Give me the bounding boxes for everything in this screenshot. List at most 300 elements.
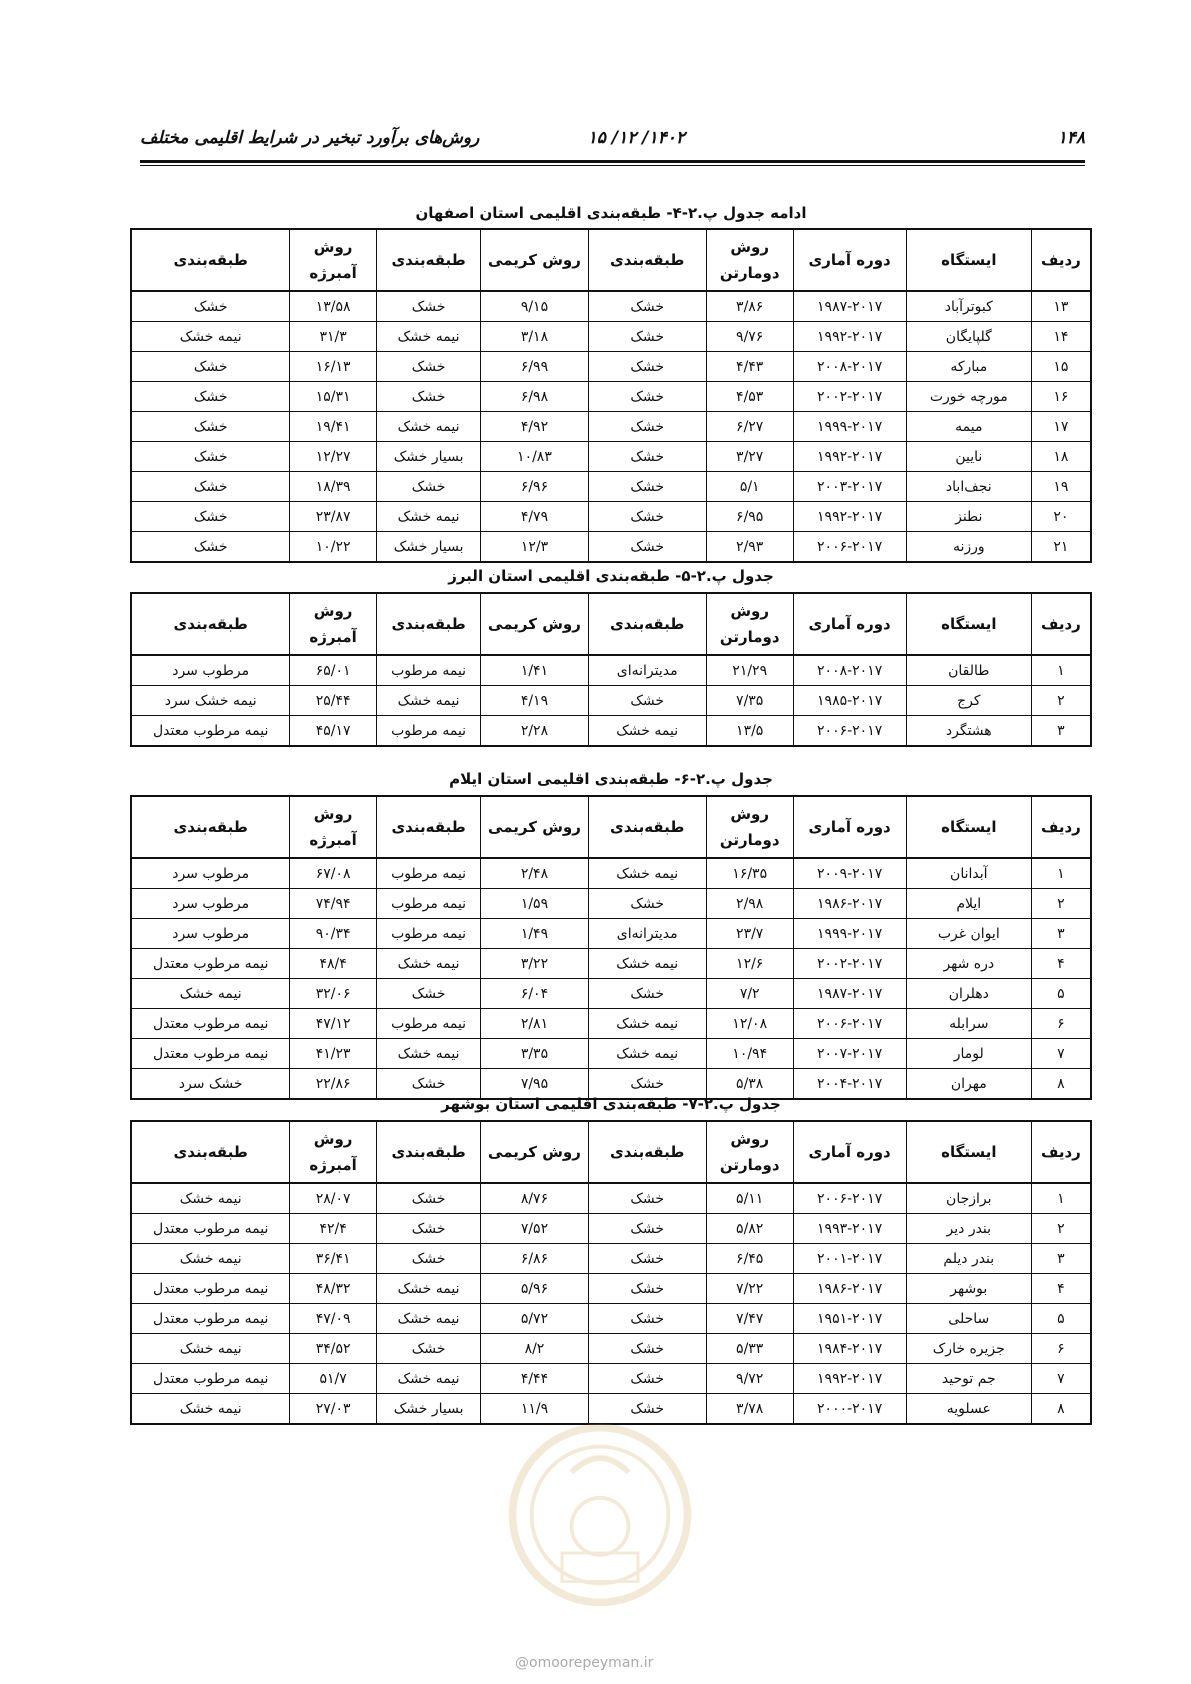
table-cell: عسلویه	[906, 1394, 1031, 1425]
book-title: روش‌های برآورد تبخیر در شرایط اقلیمی مختلف	[140, 128, 480, 148]
column-header: روش آمبرژه	[290, 593, 376, 655]
column-header: دوره آماری	[793, 229, 906, 291]
table-cell: ۶/۹۶	[481, 472, 588, 502]
table-cell: ۱۹۹۹-۲۰۱۷	[793, 412, 906, 442]
table-cell: ۱۶/۳۵	[706, 858, 793, 889]
table-cell: مرطوب سرد	[131, 889, 290, 919]
table-cell: نیمه خشک	[376, 412, 481, 442]
table-cell: ۳۱/۳	[290, 322, 376, 352]
table-row	[131, 919, 1091, 949]
table-caption: ادامه جدول پ.۲-۴- طبقه‌بندی اقلیمی استان اصفهان	[415, 204, 807, 222]
climate-table-bushehr	[130, 1120, 1092, 1425]
table-cell: ۲	[1031, 686, 1091, 716]
column-header: روش دومارتن	[706, 1121, 793, 1183]
table-cell: ۱	[1031, 858, 1091, 889]
table-row	[131, 322, 1091, 352]
table-cell: مبارکه	[906, 352, 1031, 382]
table-cell: ۱۹۹۲-۲۰۱۷	[793, 1364, 906, 1394]
table-cell: میمه	[906, 412, 1031, 442]
table-row	[131, 1364, 1091, 1394]
table-cell: مدیترانه‌ای	[588, 919, 706, 949]
table-cell: ۳۶/۴۱	[290, 1244, 376, 1274]
table-cell: ۱۹۸۶-۲۰۱۷	[793, 889, 906, 919]
column-header: ردیف	[1031, 796, 1091, 858]
table-cell: خشک	[588, 472, 706, 502]
column-header: روش کریمی	[481, 1121, 588, 1183]
watermark-seal-icon	[505, 1420, 695, 1610]
table-cell: ۲۸/۰۷	[290, 1183, 376, 1214]
table-cell: نیمه مرطوب معتدل	[131, 1304, 290, 1334]
table-cell: برازجان	[906, 1183, 1031, 1214]
table-row	[131, 716, 1091, 747]
table-cell: کرج	[906, 686, 1031, 716]
table-cell: ۲	[1031, 889, 1091, 919]
table-cell: ۴/۹۲	[481, 412, 588, 442]
table-cell: خشک	[588, 1334, 706, 1364]
table-cell: ۵/۷۲	[481, 1304, 588, 1334]
table-row	[131, 858, 1091, 889]
table-cell: ۶/۲۷	[706, 412, 793, 442]
table-cell: ۲۰۰۴-۲۰۱۷	[793, 1069, 906, 1100]
table-row	[131, 1274, 1091, 1304]
table-cell: ۲۱	[1031, 532, 1091, 563]
table-cell: ۴۸/۳۲	[290, 1274, 376, 1304]
column-header: روش کریمی	[481, 229, 588, 291]
column-header: طبقه‌بندی	[376, 229, 481, 291]
header-date: ۱۴۰۲/ ۱۲/ ۱۵	[587, 128, 685, 148]
table-cell: خشک	[376, 352, 481, 382]
table-row	[131, 979, 1091, 1009]
table-cell: ۶۵/۰۱	[290, 655, 376, 686]
column-header: ردیف	[1031, 229, 1091, 291]
table-row	[131, 412, 1091, 442]
table-cell: ۱۹۸۷-۲۰۱۷	[793, 291, 906, 322]
table-cell: ۱/۴۱	[481, 655, 588, 686]
table-cell: ۲۵/۴۴	[290, 686, 376, 716]
table-cell: ۱۸/۳۹	[290, 472, 376, 502]
table-cell: نیمه خشک	[376, 949, 481, 979]
table-cell: ۱۲/۲۷	[290, 442, 376, 472]
table-cell: ۳/۳۵	[481, 1039, 588, 1069]
table-cell: ۲۰۰۳-۲۰۱۷	[793, 472, 906, 502]
table-cell: ۲۳/۷	[706, 919, 793, 949]
climate-table-alborz	[130, 592, 1092, 747]
table-cell: خشک	[588, 1069, 706, 1100]
table-cell: نیمه خشک	[131, 1244, 290, 1274]
column-header: ایستگاه	[906, 1121, 1031, 1183]
table-row	[131, 532, 1091, 563]
column-header: طبقه‌بندی	[131, 796, 290, 858]
table-cell: ۱۳	[1031, 291, 1091, 322]
table-cell: نیمه خشک	[131, 1183, 290, 1214]
table-row	[131, 352, 1091, 382]
table-cell: ۲۰۰۰-۲۰۱۷	[793, 1394, 906, 1425]
table-cell: ۳/۲۷	[706, 442, 793, 472]
table-cell: خشک	[131, 532, 290, 563]
table-cell: ۹۰/۳۴	[290, 919, 376, 949]
table-cell: ۱۳/۵۸	[290, 291, 376, 322]
table-cell: جزیره خارک	[906, 1334, 1031, 1364]
table-row	[131, 1214, 1091, 1244]
table-cell: ۵/۸۲	[706, 1214, 793, 1244]
table-cell: ۶/۰۴	[481, 979, 588, 1009]
table-cell: ۳/۸۶	[706, 291, 793, 322]
table-cell: ۳/۱۸	[481, 322, 588, 352]
table-cell: ۲/۹۳	[706, 532, 793, 563]
table-cell: ۱/۵۹	[481, 889, 588, 919]
table-cell: ۶/۸۶	[481, 1244, 588, 1274]
table-cell: نیمه خشک	[131, 322, 290, 352]
table-cell: ۲۰۰۸-۲۰۱۷	[793, 352, 906, 382]
climate-table-isfahan	[130, 228, 1092, 563]
table-cell: ۲/۲۸	[481, 716, 588, 747]
table-cell: ۱/۴۹	[481, 919, 588, 949]
table-cell: ۱۹۸۶-۲۰۱۷	[793, 1274, 906, 1304]
table-cell: خشک	[376, 1069, 481, 1100]
table-cell: دره شهر	[906, 949, 1031, 979]
table-cell: خشک	[376, 1244, 481, 1274]
column-header: ایستگاه	[906, 796, 1031, 858]
column-header: طبقه‌بندی	[131, 1121, 290, 1183]
table-cell: ۳	[1031, 919, 1091, 949]
table-cell: ۱	[1031, 655, 1091, 686]
table-cell: ۱۴	[1031, 322, 1091, 352]
table-cell: خشک	[376, 1214, 481, 1244]
table-cell: ۷	[1031, 1364, 1091, 1394]
table-cell: ۳/۲۲	[481, 949, 588, 979]
table-cell: خشک	[376, 382, 481, 412]
table-row	[131, 1183, 1091, 1214]
table-cell: ۷	[1031, 1039, 1091, 1069]
column-header: ردیف	[1031, 593, 1091, 655]
table-cell: ۲۰۰۲-۲۰۱۷	[793, 382, 906, 412]
table-caption: جدول پ.۲-۷- طبقه‌بندی اقلیمی استان بوشهر	[441, 1095, 781, 1113]
table-cell: خشک	[588, 291, 706, 322]
column-header: روش کریمی	[481, 593, 588, 655]
table-cell: ۲۳/۸۷	[290, 502, 376, 532]
column-header: طبقه‌بندی	[376, 593, 481, 655]
table-cell: هشتگرد	[906, 716, 1031, 747]
table-cell: ۸	[1031, 1069, 1091, 1100]
table-cell: لومار	[906, 1039, 1031, 1069]
table-cell: خشک	[588, 889, 706, 919]
table-cell: خشک	[376, 979, 481, 1009]
table-cell: ورزنه	[906, 532, 1031, 563]
table-cell: نیمه خشک	[588, 858, 706, 889]
table-cell: مدیترانه‌ای	[588, 655, 706, 686]
table-cell: خشک	[131, 382, 290, 412]
table-cell: ۵۱/۷	[290, 1364, 376, 1394]
table-cell: ۲/۹۸	[706, 889, 793, 919]
table-cell: ۴۷/۰۹	[290, 1304, 376, 1334]
table-cell: ۶/۹۹	[481, 352, 588, 382]
table-cell: خشک	[588, 1394, 706, 1425]
table-cell: ۴	[1031, 949, 1091, 979]
table-cell: نیمه مرطوب معتدل	[131, 1274, 290, 1304]
table-cell: مرطوب سرد	[131, 655, 290, 686]
table-cell: ۶	[1031, 1009, 1091, 1039]
column-header: دوره آماری	[793, 1121, 906, 1183]
table-cell: ۱۲/۳	[481, 532, 588, 563]
table-cell: ۳/۷۸	[706, 1394, 793, 1425]
table-cell: ۶/۴۵	[706, 1244, 793, 1274]
table-cell: ۱۰/۲۲	[290, 532, 376, 563]
table-cell: ۷/۲	[706, 979, 793, 1009]
table-cell: ۹/۱۵	[481, 291, 588, 322]
table-cell: خشک	[588, 1274, 706, 1304]
table-cell: ۱۹۹۲-۲۰۱۷	[793, 442, 906, 472]
table-cell: ۲۰۰۱-۲۰۱۷	[793, 1244, 906, 1274]
table-cell: ۵/۱	[706, 472, 793, 502]
table-cell: ۱۹۸۵-۲۰۱۷	[793, 686, 906, 716]
table-cell: ۱۲/۰۸	[706, 1009, 793, 1039]
table-cell: نیمه مرطوب معتدل	[131, 1214, 290, 1244]
table-cell: ۷/۴۷	[706, 1304, 793, 1334]
table-cell: ۵/۹۶	[481, 1274, 588, 1304]
table-cell: خشک	[376, 291, 481, 322]
table-cell: ۷/۹۵	[481, 1069, 588, 1100]
table-cell: خشک	[588, 382, 706, 412]
table-cell: ۴/۴۴	[481, 1364, 588, 1394]
table-cell: خشک	[588, 322, 706, 352]
table-cell: ایلام	[906, 889, 1031, 919]
table-cell: ایوان غرب	[906, 919, 1031, 949]
table-cell: بسیار خشک	[376, 532, 481, 563]
table-row	[131, 889, 1091, 919]
table-cell: ۶	[1031, 1334, 1091, 1364]
table-cell: خشک	[376, 472, 481, 502]
table-row	[131, 1009, 1091, 1039]
table-cell: ۱۶/۱۳	[290, 352, 376, 382]
table-cell: ۲/۴۸	[481, 858, 588, 889]
table-cell: نیمه خشک	[131, 1334, 290, 1364]
table-row	[131, 1304, 1091, 1334]
table-cell: نطنز	[906, 502, 1031, 532]
column-header: روش آمبرژه	[290, 1121, 376, 1183]
table-row	[131, 382, 1091, 412]
table-cell: خشک	[376, 1334, 481, 1364]
table-cell: ۱۶	[1031, 382, 1091, 412]
table-cell: نایین	[906, 442, 1031, 472]
table-cell: خشک	[588, 532, 706, 563]
table-cell: ۲۰۰۷-۲۰۱۷	[793, 1039, 906, 1069]
table-cell: نیمه خشک	[376, 502, 481, 532]
table-cell: ۱۵/۳۱	[290, 382, 376, 412]
table-cell: نیمه خشک	[131, 1394, 290, 1425]
table-cell: مرطوب سرد	[131, 858, 290, 889]
table-cell: خشک	[588, 1244, 706, 1274]
table-cell: خشک سرد	[131, 1069, 290, 1100]
table-cell: نیمه مرطوب	[376, 1009, 481, 1039]
table-cell: سرابله	[906, 1009, 1031, 1039]
table-cell: ۴	[1031, 1274, 1091, 1304]
table-cell: ۶/۹۸	[481, 382, 588, 412]
table-cell: نیمه خشک سرد	[131, 686, 290, 716]
table-cell: نیمه خشک	[376, 1364, 481, 1394]
table-cell: ۸/۷۶	[481, 1183, 588, 1214]
table-cell: ۲۰۰۶-۲۰۱۷	[793, 1183, 906, 1214]
table-cell: ۱۷	[1031, 412, 1091, 442]
column-header: طبقه‌بندی	[588, 593, 706, 655]
table-cell: مهران	[906, 1069, 1031, 1100]
table-cell: ۱۲/۶	[706, 949, 793, 979]
table-cell: ۸/۲	[481, 1334, 588, 1364]
table-cell: مورچه خورت	[906, 382, 1031, 412]
table-cell: ۱۹	[1031, 472, 1091, 502]
table-cell: آبدانان	[906, 858, 1031, 889]
table-cell: خشک	[131, 412, 290, 442]
table-cell: نیمه مرطوب	[376, 858, 481, 889]
column-header: طبقه‌بندی	[131, 593, 290, 655]
table-cell: ساحلی	[906, 1304, 1031, 1334]
column-header: روش دومارتن	[706, 229, 793, 291]
page-header	[140, 128, 1085, 156]
table-cell: نیمه خشک	[588, 716, 706, 747]
table-cell: ۴۷/۱۲	[290, 1009, 376, 1039]
table-cell: خشک	[588, 502, 706, 532]
column-header: طبقه‌بندی	[588, 229, 706, 291]
table-cell: ۹/۷۲	[706, 1364, 793, 1394]
column-header: روش کریمی	[481, 796, 588, 858]
table-cell: ۴/۱۹	[481, 686, 588, 716]
table-cell: نیمه خشک	[376, 686, 481, 716]
table-caption: جدول پ.۲-۶- طبقه‌بندی اقلیمی استان ایلام	[449, 770, 773, 788]
table-cell: خشک	[588, 352, 706, 382]
table-cell: نیمه مرطوب معتدل	[131, 1364, 290, 1394]
table-cell: گلپایگان	[906, 322, 1031, 352]
table-cell: ۱۹۹۲-۲۰۱۷	[793, 502, 906, 532]
table-cell: نیمه مرطوب	[376, 919, 481, 949]
table-cell: ۴/۵۳	[706, 382, 793, 412]
table-cell: ۷/۳۵	[706, 686, 793, 716]
table-cell: جم توحید	[906, 1364, 1031, 1394]
table-cell: ۲۰۰۲-۲۰۱۷	[793, 949, 906, 979]
table-cell: ۴۲/۴	[290, 1214, 376, 1244]
table-cell: خشک	[376, 1183, 481, 1214]
table-cell: ۲/۸۱	[481, 1009, 588, 1039]
table-row	[131, 1334, 1091, 1364]
table-cell: ۱۹۸۴-۲۰۱۷	[793, 1334, 906, 1364]
table-cell: دهلران	[906, 979, 1031, 1009]
table-cell: نیمه خشک	[588, 949, 706, 979]
column-header: روش دومارتن	[706, 796, 793, 858]
table-cell: نیمه مرطوب معتدل	[131, 716, 290, 747]
table-cell: نیمه خشک	[376, 1274, 481, 1304]
table-cell: خشک	[131, 472, 290, 502]
table-cell: ۱۳/۵	[706, 716, 793, 747]
table-cell: خشک	[131, 442, 290, 472]
column-header: طبقه‌بندی	[376, 1121, 481, 1183]
table-cell: بوشهر	[906, 1274, 1031, 1304]
table-cell: بندر دیلم	[906, 1244, 1031, 1274]
table-cell: ۲۰۰۶-۲۰۱۷	[793, 532, 906, 563]
table-cell: خشک	[588, 412, 706, 442]
table-cell: ۱۹۵۱-۲۰۱۷	[793, 1304, 906, 1334]
table-row	[131, 291, 1091, 322]
table-cell: نیمه مرطوب	[376, 889, 481, 919]
table-cell: ۶/۹۵	[706, 502, 793, 532]
column-header: طبقه‌بندی	[588, 1121, 706, 1183]
climate-table-ilam	[130, 795, 1092, 1100]
table-row	[131, 472, 1091, 502]
table-cell: نیمه خشک	[588, 1009, 706, 1039]
table-row	[131, 1244, 1091, 1274]
column-header: طبقه‌بندی	[131, 229, 290, 291]
table-cell: ۱	[1031, 1183, 1091, 1214]
table-cell: نیمه مرطوب	[376, 716, 481, 747]
table-cell: خشک	[588, 1214, 706, 1244]
table-cell: نیمه مرطوب معتدل	[131, 949, 290, 979]
table-cell: ۳	[1031, 1244, 1091, 1274]
table-cell: ۲۰۰۸-۲۰۱۷	[793, 655, 906, 686]
table-cell: نیمه مرطوب معتدل	[131, 1009, 290, 1039]
table-cell: ۱۰/۹۴	[706, 1039, 793, 1069]
table-cell: ۷/۵۲	[481, 1214, 588, 1244]
header-rule	[140, 160, 1085, 163]
table-row	[131, 1039, 1091, 1069]
table-cell: طالقان	[906, 655, 1031, 686]
table-row	[131, 686, 1091, 716]
page-number: ۱۴۸	[1057, 128, 1085, 148]
column-header: روش آمبرژه	[290, 796, 376, 858]
table-cell: نیمه مرطوب	[376, 655, 481, 686]
table-cell: ۵	[1031, 1304, 1091, 1334]
table-caption: جدول پ.۲-۵- طبقه‌بندی اقلیمی استان البرز	[448, 567, 774, 585]
table-cell: ۲۰۰۶-۲۰۱۷	[793, 716, 906, 747]
table-cell: ۶۷/۰۸	[290, 858, 376, 889]
column-header: دوره آماری	[793, 593, 906, 655]
table-cell: ۵/۳۸	[706, 1069, 793, 1100]
table-cell: ۱۹۹۲-۲۰۱۷	[793, 322, 906, 352]
table-row	[131, 655, 1091, 686]
table-cell: نیمه خشک	[376, 322, 481, 352]
table-cell: ۱۹/۴۱	[290, 412, 376, 442]
column-header: طبقه‌بندی	[376, 796, 481, 858]
table-row	[131, 949, 1091, 979]
column-header: ایستگاه	[906, 229, 1031, 291]
table-cell: خشک	[588, 1364, 706, 1394]
table-cell: ۲۲/۸۶	[290, 1069, 376, 1100]
table-cell: ۴۵/۱۷	[290, 716, 376, 747]
table-cell: خشک	[588, 442, 706, 472]
table-cell: بسیار خشک	[376, 1394, 481, 1425]
column-header: ردیف	[1031, 1121, 1091, 1183]
table-row	[131, 442, 1091, 472]
table-cell: ۴/۴۳	[706, 352, 793, 382]
table-cell: خشک	[588, 686, 706, 716]
table-cell: ۱۰/۸۳	[481, 442, 588, 472]
table-cell: ۲۷/۰۳	[290, 1394, 376, 1425]
table-cell: بندر دیر	[906, 1214, 1031, 1244]
table-cell: ۹/۷۶	[706, 322, 793, 352]
table-row	[131, 502, 1091, 532]
column-header: روش آمبرژه	[290, 229, 376, 291]
table-cell: ۴/۷۹	[481, 502, 588, 532]
watermark-site: @omoorepeyman.ir	[515, 1655, 654, 1671]
table-cell: خشک	[131, 291, 290, 322]
table-cell: خشک	[131, 352, 290, 382]
table-cell: بسیار خشک	[376, 442, 481, 472]
table-cell: ۷۴/۹۴	[290, 889, 376, 919]
table-cell: ۲۰۰۶-۲۰۱۷	[793, 1009, 906, 1039]
column-header: ایستگاه	[906, 593, 1031, 655]
table-cell: ۱۱/۹	[481, 1394, 588, 1425]
table-cell: ۳	[1031, 716, 1091, 747]
table-cell: ۳۴/۵۲	[290, 1334, 376, 1364]
column-header: دوره آماری	[793, 796, 906, 858]
table-cell: خشک	[588, 1304, 706, 1334]
table-cell: ۵/۳۳	[706, 1334, 793, 1364]
